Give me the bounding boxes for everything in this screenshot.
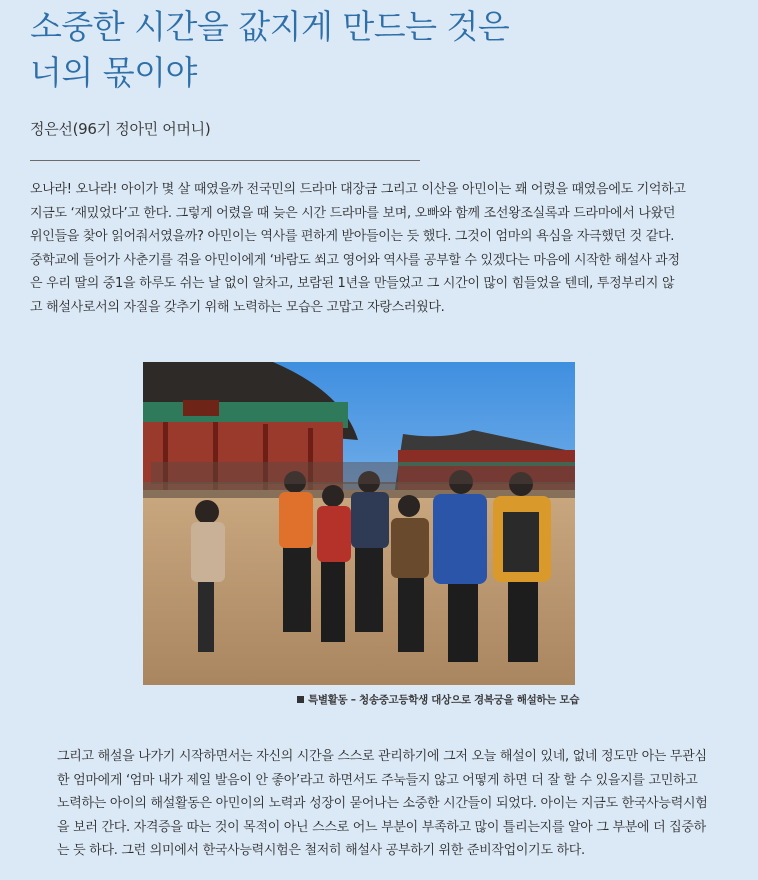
paragraph-line: 오나라! 오나라! 아이가 몇 살 때였을까 전국민의 드라마 대장금 그리고 이산을 아민이는 꽤 어렸을 때였음에도 기억하고 [30,182,686,197]
paragraph-line: 는 듯 하다. 그런 의미에서 한국사능력시험은 철저히 해설사 공부하기 위한 준비작업이기도 하다. [57,843,585,858]
paragraph-line: 은 우리 딸의 중1을 하루도 쉬는 날 없이 알차고, 보람된 1년을 만들었고 그 시간이 많이 힘들었을 텐데, 투정부리지 않 [30,276,675,291]
paragraph-line: 중학교에 들어가 사춘기를 겪을 아민이에게 ‘바람도 쐬고 영어와 역사를 공부할 수 있겠다는 마음에 시작한 해설사 과정 [30,252,680,268]
paragraph-closing [57,745,717,863]
author-byline: 정은선(96기 정아민 어머니) [30,120,211,138]
paragraph-line: 지금도 ‘재밌었다’고 한다. 그렇게 어렸을 때 늦은 시간 드라마를 보며, 오빠와 함께 조선왕조실록과 드라마에서 나왔던 [30,205,676,221]
square-bullet-icon [297,696,304,703]
photo-caption [297,692,580,707]
caption-text: 특별활동 – 청송중고등학생 대상으로 경복궁을 해설하는 모습 [308,694,580,706]
palace-tour-photo [143,362,575,685]
title-divider [30,160,420,161]
paragraph-line: 고 해설사로서의 자질을 갖추기 위해 노력하는 모습은 고맙고 자랑스러웠다. [30,299,445,315]
title-line-1: 소중한 시간을 값지게 만드는 것은 [30,7,510,46]
paragraph-line: 노력하는 아이의 해설활동은 아민이의 노력과 성장이 묻어나는 소중한 시간들이 되었다. 아이는 지금도 한국사능력시험 [57,796,708,811]
paragraph-line: 위인들을 찾아 읽어줘서였을까? 아민이는 역사를 편하게 받아들이는 듯 했다. 그것이 엄마의 욕심을 자극했던 것 같다. [30,229,675,244]
title-line-2: 너의 몫이야 [30,53,197,92]
article-title [30,4,630,96]
paragraph-line: 을 보러 간다. 자격증을 따는 것이 목적이 아닌 스스로 어느 부분이 부족하고 많이 틀리는지를 알아 그 부분에 더 집중하 [57,819,706,835]
paragraph-intro [30,178,700,319]
paragraph-line: 한 엄마에게 ‘엄마 내가 제일 발음이 안 좋아’라고 하면서도 주눅들지 않고 어떻게 하면 더 잘 할 수 있을지를 고민하고 [57,772,698,788]
paragraph-line: 그리고 해설을 나가기 시작하면서는 자신의 시간을 스스로 관리하기에 그저 오늘 해설이 있네, 없네 정도만 아는 무관심 [57,749,707,764]
